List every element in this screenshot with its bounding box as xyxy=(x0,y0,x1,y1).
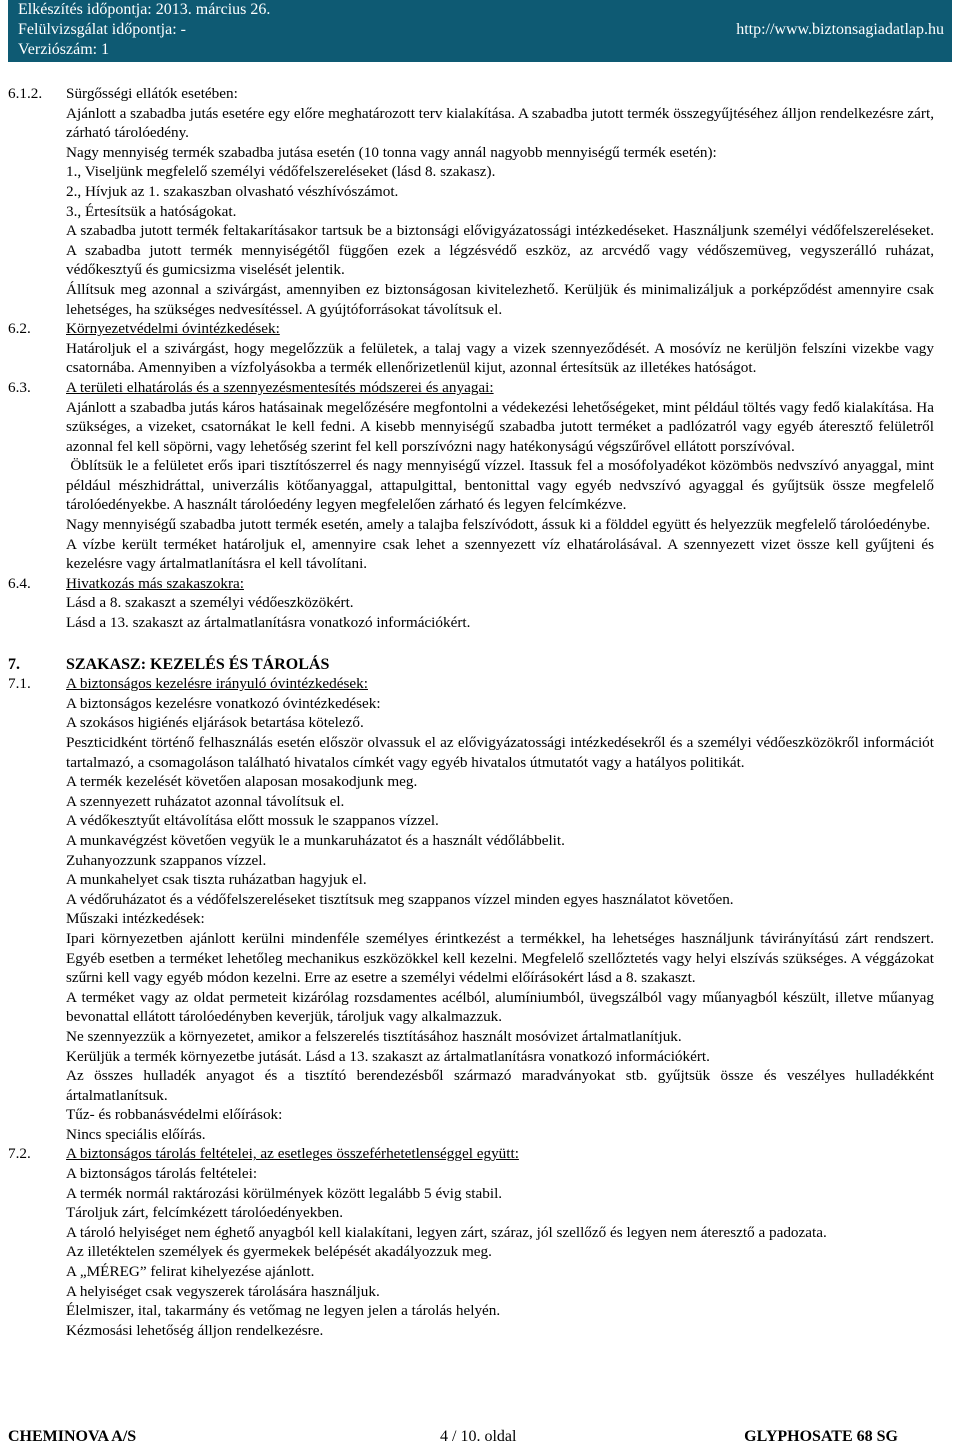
section-7-2 xyxy=(0,1144,960,1164)
paragraph: A helyiséget csak vegyszerek tárolására használjuk. xyxy=(66,1282,380,1300)
paragraph: Ajánlott a szabadba jutás káros hatásainak megelőzésére megfontolni a védekezési lehetőségeket, mint például töltés vagy fedő kialakítása. Ha szükséges, a vizeket, csatornákat le kell fedni. A kisebb mennyiségű szabadba jutott terméket a padlózatról vagy egyéb áteresztő felületről azonnal fel kell söpörni, vagy lehetőség szerint fel kell porszívózni nagy hatékonyságú végszűrővel ellátott porszívóval. xyxy=(66,398,934,455)
website-link[interactable]: http://www.biztonsagiadatlap.hu xyxy=(736,21,944,38)
section-title: Sürgősségi ellátók esetében: xyxy=(66,85,238,102)
section-7-1-body xyxy=(0,694,960,1145)
paragraph: Az összes hulladék anyagot és a tisztító berendezésből származó maradványokat stb. gyűjtsük össze és veszélyes hulladékként ártalmatlanítsuk. xyxy=(66,1067,934,1104)
paragraph: Műszaki intézkedések: xyxy=(66,910,205,928)
section-heading: SZAKASZ: KEZELÉS ÉS TÁROLÁS xyxy=(66,655,330,673)
header-bar xyxy=(8,0,952,62)
paragraph: A biztonságos tárolás feltételei: xyxy=(66,1165,258,1183)
paragraph: A terméket vagy az oldat permeteit kizárólag rozsdamentes acélból, alumíniumból, üvegszálból vagy műanyagból készült, illetve műanyag bevonattal ellátott tárolóedényben keverjük, tároljuk vagy alkalmazzuk. xyxy=(66,988,934,1026)
list-item: 1., Viseljünk megfelelő személyi védőfelszereléseket (lásd 8. szakasz). xyxy=(66,163,496,181)
footer-page-number: 4 / 10. oldal xyxy=(440,1428,517,1445)
section-number: 7. xyxy=(8,655,20,673)
paragraph: Öblítsük le a felületet erős ipari tisztítószerrel és nagy mennyiségű vízzel. Itassuk fel a mosófolyadékot közömbös nedvszívó anyaggal, mint például mészhidráttal, univerzális kötőanyaggal, attapulgittal, bentonittal vagy egyéb nedvszívó agyaggal és gyűjtsük össze megfelelő tárolóedényekbe. A használt tárolóedény legyen megfelelően zárható és legyen felcímkézve. xyxy=(66,457,938,514)
version-number: Verziószám: 1 xyxy=(18,41,110,58)
section-title: A biztonságos kezelésre irányuló óvintézkedések: xyxy=(66,675,368,693)
paragraph: Ipari környezetben ajánlott kerülni mindenféle személyes érintkezést a termékkel, ha lehetséges használjunk távirányítású zárt rendszert. Egyéb esetben a terméket lehetőleg mechanikus eszközökkel kell kezelni. Megfelelő szellőztetés vagy helyi elszívás szükséges. A véggázokat szűrni kell vagy egyéb módon kezelni. Erre az esetre a személyi védelmi előírásokért lásd a 8. szakaszt. xyxy=(66,929,934,987)
section-6-4 xyxy=(0,574,960,594)
paragraph: A szabadba jutott termék feltakarításakor tartsuk be a biztonsági elővigyázatossági intézkedéseket. Használjunk személyi védőfelszereléseket. A szabadba jutott termék mennyiségétől függően ezek a légzésvédő eszköz, az arcvédő vagy védőszemüveg, vegyszerálló ruházat, védőkesztyű és gumicsizma viselését jelentik. xyxy=(66,222,934,279)
section-6-3 xyxy=(0,378,960,398)
paragraph: A védőruházatot és a védőfelszereléseket tisztítsuk meg szappanos vízzel minden egyes használatot követően. xyxy=(66,890,734,908)
paragraph: A „MÉREG” felirat kihelyezése ajánlott. xyxy=(66,1263,315,1281)
paragraph: Határoljuk el a szivárgást, hogy megelőzzük a felületek, a talaj vagy a vizek szennyeződését. A mosóvíz ne kerüljön felszíni vizekbe vagy csatornába. Amennyiben a vízfolyásokba a termék ellenőrizetlenül kijut, azonnal értesítsük az illetékes hatóságot. xyxy=(66,339,934,377)
section-number: 6.1.2. xyxy=(8,85,43,102)
section-number: 7.2. xyxy=(8,1145,31,1163)
revision-date: Felülvizsgálat időpontja: - xyxy=(18,21,186,38)
section-title: A területi elhatárolás és a szennyezésmentesítés módszerei és anyagai: xyxy=(66,378,494,396)
paragraph: Nagy mennyiségű szabadba jutott termék esetén, amely a talajba felszívódott, ássuk ki a földdel együtt és helyezzük megfelelő tárolóedénybe. xyxy=(66,516,931,534)
paragraph: Nagy mennyiség termék szabadba jutása esetén (10 tonna vagy annál nagyobb mennyiségű termék esetén): xyxy=(66,143,717,161)
section-number: 6.2. xyxy=(8,320,31,338)
paragraph: Az illetéktelen személyek és gyermekek belépését akadályozzuk meg. xyxy=(66,1243,492,1261)
paragraph: Zuhanyozzunk szappanos vízzel. xyxy=(66,851,267,869)
paragraph: Kézmosási lehetőség álljon rendelkezésre. xyxy=(66,1321,324,1339)
paragraph: A biztonságos kezelésre vonatkozó óvintézkedések: xyxy=(66,694,381,712)
paragraph: A termék kezelését követően alaposan mosakodjunk meg. xyxy=(66,773,418,791)
paragraph: A szokásos higiénés eljárások betartása kötelező. xyxy=(66,714,364,732)
paragraph: Tűz- és robbanásvédelmi előírások: xyxy=(66,1106,283,1124)
paragraph: Lásd a 8. szakaszt a személyi védőeszközökért. xyxy=(66,594,354,612)
section-7-2-body xyxy=(0,1164,960,1340)
list-item: 3., Értesítsük a hatóságokat. xyxy=(66,202,237,220)
paragraph: Ajánlott a szabadba jutás esetére egy előre meghatározott terv kialakítása. A szabadba jutott termék összegyűjtéséhez álljon rendelkezésre zárt, zárható tárolóedény. xyxy=(66,104,934,142)
section-number: 6.3. xyxy=(8,378,31,396)
section-6-2 xyxy=(0,319,960,339)
paragraph: A tároló helyiséget nem éghető anyagból kell kialakítani, legyen zárt, száraz, jól szellőző és legyen nem áteresztő a padozata. xyxy=(66,1223,827,1241)
paragraph: Állítsuk meg azonnal a szivárgást, amennyiben ez biztonságosan kivitelezhető. Kerüljük és minimalizáljuk a porképződést amennyire csak lehetséges, ha szükséges nedvesítéssel. A gyújtóforrásokat távolítsuk el. xyxy=(66,280,934,318)
section-title: Környezetvédelmi óvintézkedések: xyxy=(66,320,280,338)
section-7-1 xyxy=(0,674,960,694)
paragraph: A termék normál raktározási körülmények között legalább 5 évig stabil. xyxy=(66,1184,503,1202)
section-title: A biztonságos tárolás feltételei, az esetleges összeférhetetlenséggel együtt: xyxy=(66,1145,519,1163)
paragraph: Kerüljük a termék környezetbe jutását. Lásd a 13. szakaszt az ártalmatlanításra vonatkozó információkért. xyxy=(66,1047,710,1065)
paragraph: A munkahelyet csak tiszta ruházatban hagyjuk el. xyxy=(66,871,367,889)
list-item: 2., Hívjuk az 1. szakaszban olvasható vészhívószámot. xyxy=(66,182,399,200)
page-footer xyxy=(0,1427,960,1447)
section-title: Hivatkozás más szakaszokra: xyxy=(66,574,244,592)
paragraph: Nincs speciális előírás. xyxy=(66,1125,206,1143)
paragraph: Élelmiszer, ital, takarmány és vetőmag ne legyen jelen a tárolás helyén. xyxy=(66,1302,501,1320)
paragraph: Peszticidként történő felhasználás esetén először olvassuk el az elővigyázatossági intézkedésekről és a személyi védőeszközökről információt tartalmazó, a csomagoláson található hivatalos címkét vagy egyéb hivatalos útmutatót vagy a hatályos politikát. xyxy=(66,734,934,771)
paragraph: A védőkesztyűt eltávolítása előtt mossuk le szappanos vízzel. xyxy=(66,812,439,830)
footer-company: CHEMINOVA A/S xyxy=(8,1428,137,1445)
paragraph: A vízbe került terméket határoljuk el, amennyire csak lehet a szennyezett víz elhatárolásával. A szennyezett vizet össze kell gyűjteni és kezelésre vagy ártalmatlanításra el kell távolítani. xyxy=(66,535,934,573)
paragraph: Ne szennyezzük a környezetet, amikor a felszerelés tisztításához használt mosóvizet ártalmatlanítjuk. xyxy=(66,1027,682,1045)
section-6-1-2 xyxy=(0,84,960,104)
paragraph: A munkavégzést követően vegyük le a munkaruházatot és a használt védőlábbelit. xyxy=(66,831,565,849)
section-7 xyxy=(0,655,960,675)
paragraph: Tároljuk zárt, felcímkézett tárolóedényekben. xyxy=(66,1204,344,1222)
paragraph: A szennyezett ruházatot azonnal távolítsuk el. xyxy=(66,792,345,810)
document-body xyxy=(0,84,960,1340)
prepared-date: Elkészítés időpontja: 2013. március 26. xyxy=(18,1,271,18)
paragraph: Lásd a 13. szakaszt az ártalmatlanításra vonatkozó információkért. xyxy=(66,614,471,632)
section-number: 6.4. xyxy=(8,574,31,592)
section-number: 7.1. xyxy=(8,675,31,693)
footer-product-name: GLYPHOSATE 68 SG xyxy=(744,1428,898,1445)
